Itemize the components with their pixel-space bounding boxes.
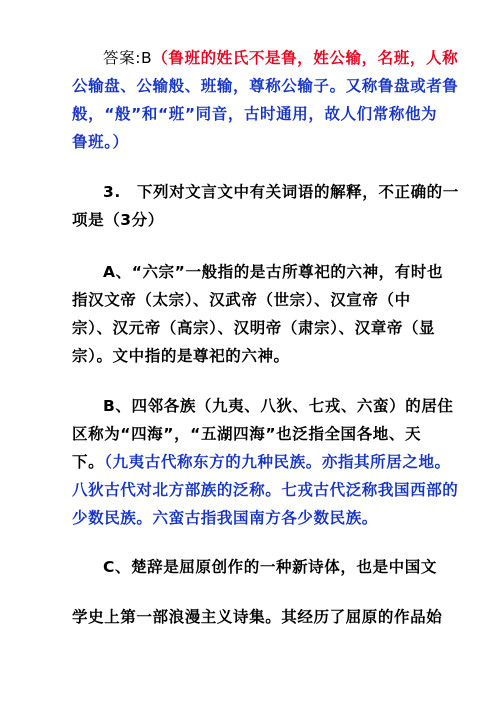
answer-line-4: 鲁班。） [72,133,129,151]
answer-line-3: 般，“般”和“班”同音，古时通用，故人们常称他为 [72,105,438,123]
answer-line-2: 公输盘、公输般、班输，尊称公输子。又称鲁盘或者鲁 [72,77,459,95]
question-line-2: 项是（3分） [72,211,164,229]
option-b-line-4: 八狄古代对北方部族的泛称。七戎古代泛称我国西部的 [72,481,459,499]
answer-prefix: 答案:B [103,49,153,67]
option-b-line-2: 区称为“四海”，“五湖四海”也泛指全国各地、天 [72,425,422,443]
question-line-1 [103,182,459,202]
option-b-line-3-black: 下。 [72,453,105,471]
option-a-line-4: 宗）。文中指的是尊祀的六神。 [72,347,290,365]
option-c-line-2: 学史上第一部浪漫主义诗集。其经历了屈原的作品始 [72,608,443,626]
option-a-line-2: 指汉文帝（太宗）、汉武帝（世宗）、汉宣帝（中 [72,291,411,309]
option-b-line-3 [72,452,451,472]
option-b-line-5: 少数民族。六蛮古指我国南方各少数民族。 [72,509,378,527]
option-c-line-1: C、楚辞是屈原创作的一种新诗体，也是中国文 [103,558,437,576]
answer-red-text: 鲁班的姓氏不是鲁，姓公输，名班，人称 [168,49,459,67]
option-b-line-1: B、四邻各族（九夷、八狄、七戎、六蛮）的居住 [103,397,454,415]
option-b-line-3-blue: （九夷古代称东方的九种民族。亦指其所居之地。 [104,453,451,471]
question-text: 下列对文言文中有关词语的解释，不正确的一 [136,183,459,201]
option-a-line-1: A、“六宗”一般指的是古所尊祀的六神，有时也 [103,263,444,281]
answer-line-1 [103,48,458,68]
answer-paren-open: （ [152,49,169,67]
option-a-line-3: 宗）、汉元帝（高宗）、汉明帝（肃宗）、汉章帝（显 [72,319,436,337]
question-number: 3. [103,183,121,201]
